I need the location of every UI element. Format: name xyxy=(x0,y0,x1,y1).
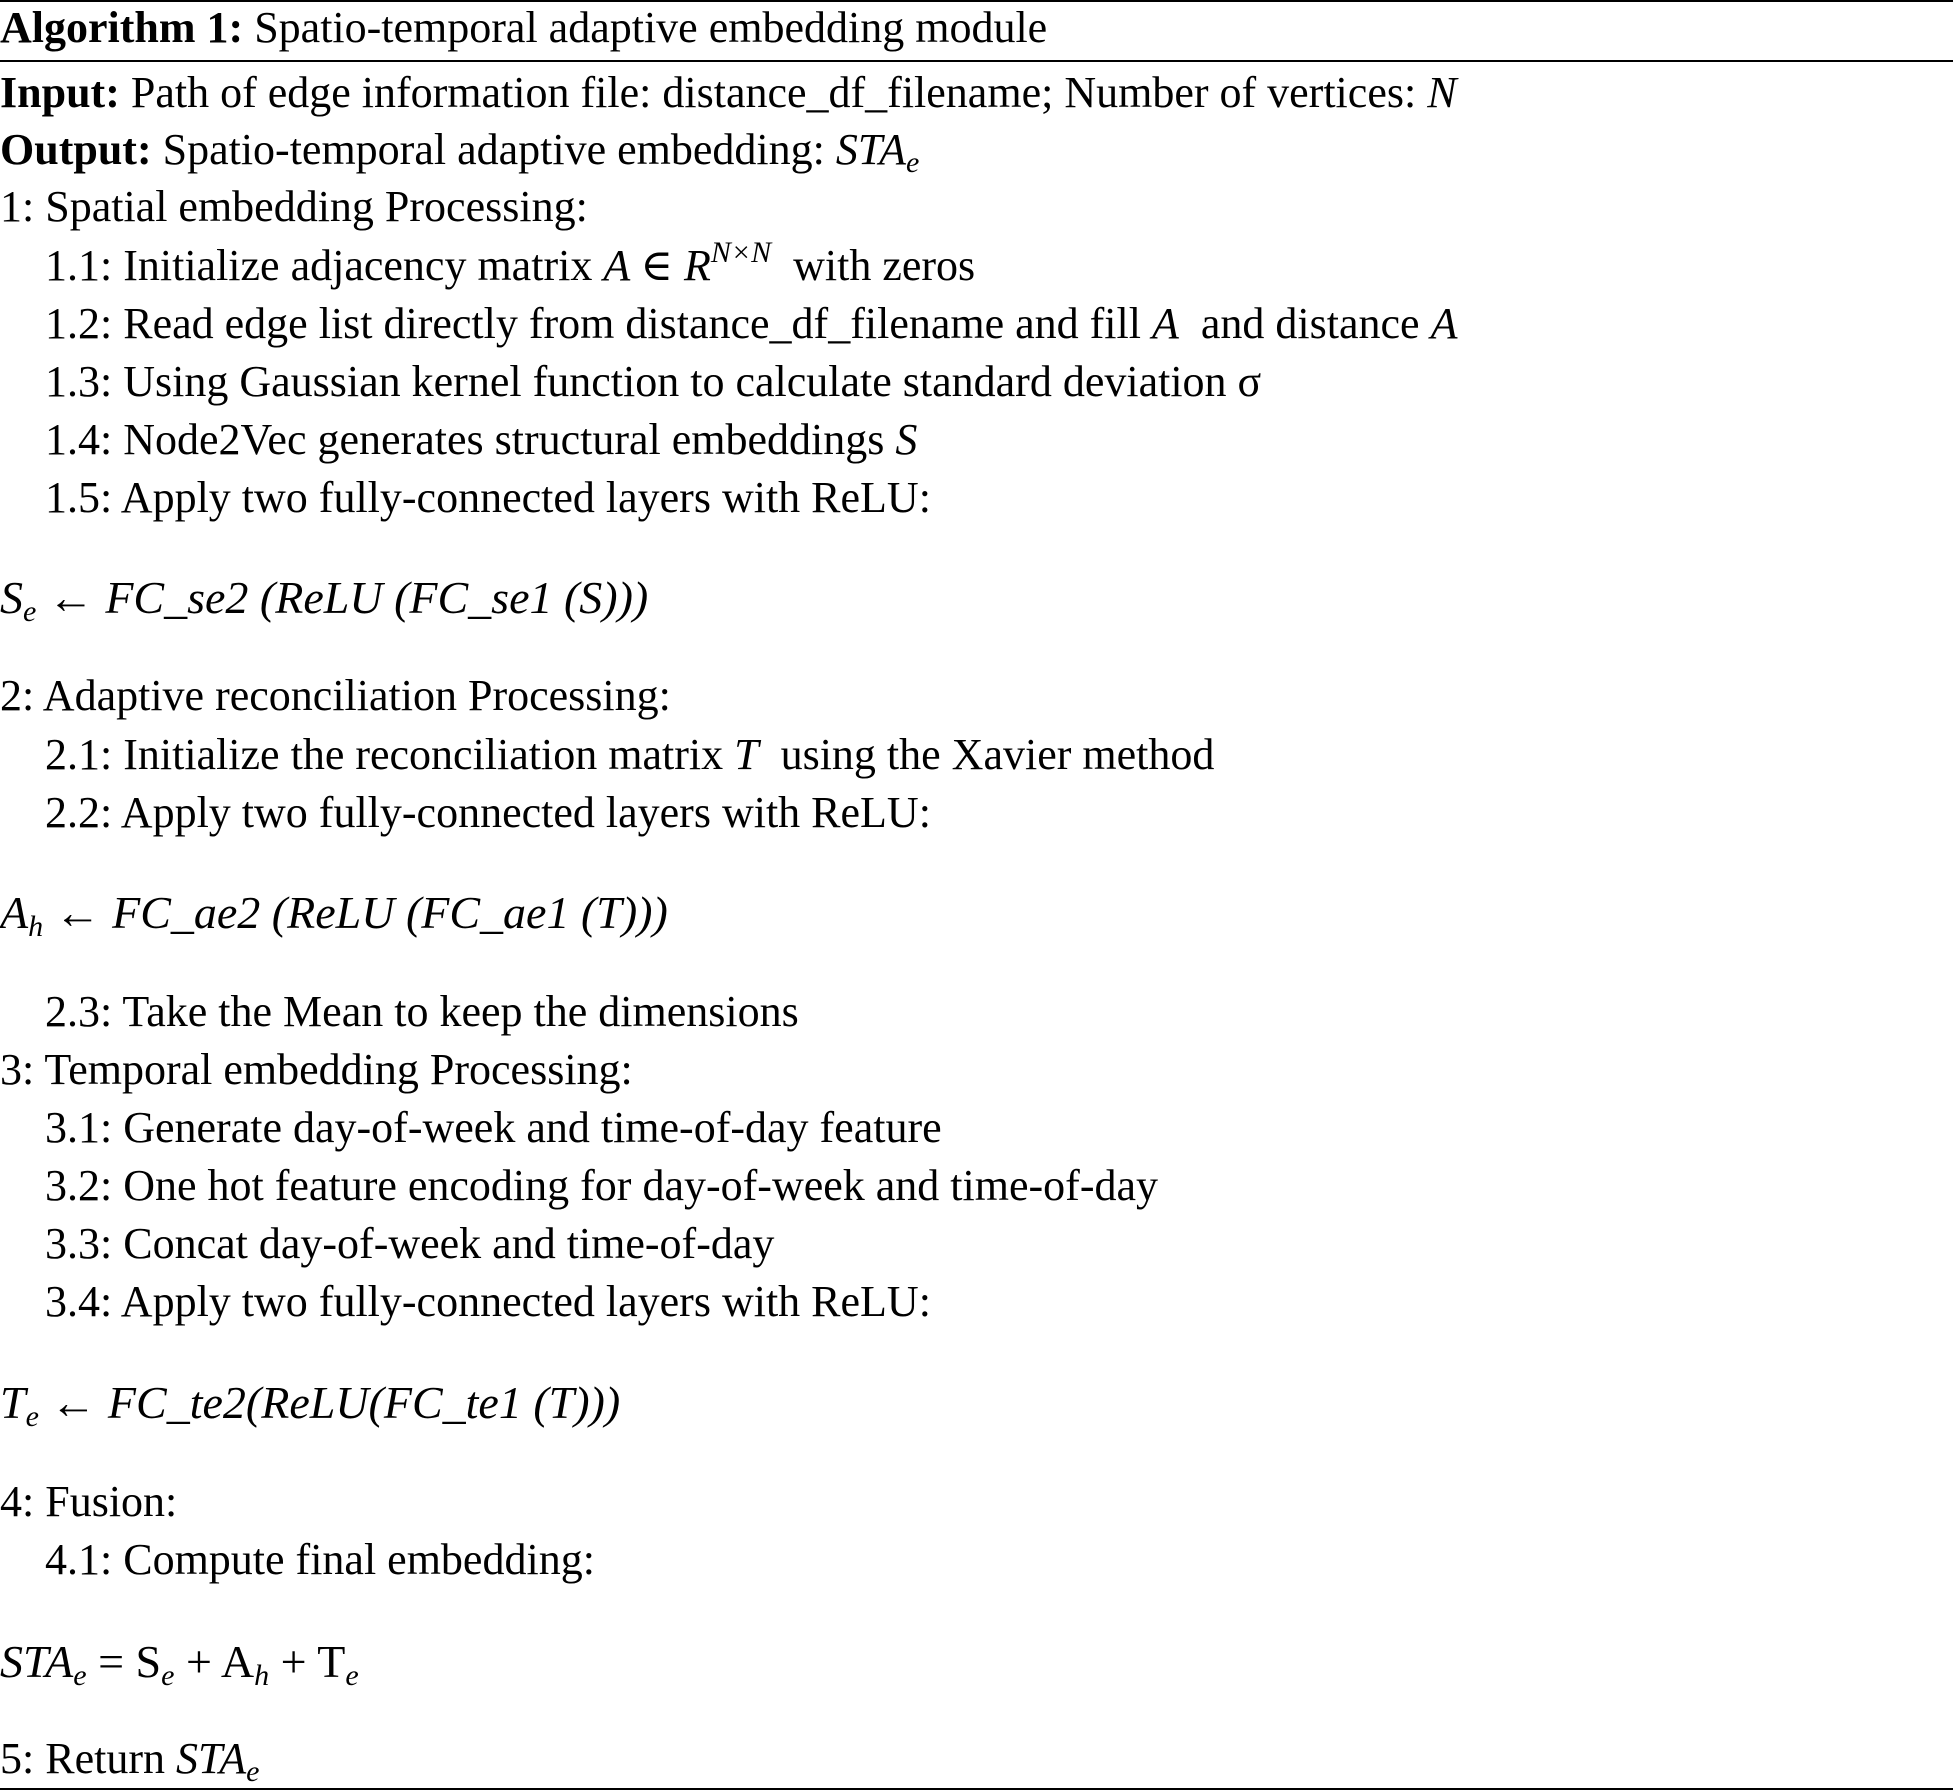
step-2-3: 2.3: Take the Mean to keep the dimensions xyxy=(45,987,799,1036)
algorithm-caption xyxy=(0,2,1047,54)
input-label: Input: xyxy=(0,68,120,117)
input-text: Path of edge information file: distance_df_filename; Number of vertices: xyxy=(130,68,1417,117)
output-text: Spatio-temporal adaptive embedding: xyxy=(162,125,825,174)
algorithm-label: Algorithm 1: xyxy=(0,3,244,52)
step-1-1: 1.1: Initialize adjacency matrix A ∈ $R^{N\times N}$ with zeros xyxy=(45,236,976,290)
step-1-2: 1.2: Read edge list directly from distance_df_filename and fill A and distance A xyxy=(45,299,1458,348)
step-2-1: 2.1: Initialize the reconciliation matrix T using the Xavier method xyxy=(45,730,1215,779)
output-label: Output: xyxy=(0,125,152,174)
step-2: 2: Adaptive reconciliation Processing: xyxy=(0,671,671,720)
step-1-4: 1.4: Node2Vec generates structural embeddings S xyxy=(45,415,918,464)
output-var: $STA_e$ xyxy=(835,125,920,179)
algorithm-title: Spatio-temporal adaptive embedding module xyxy=(254,3,1048,52)
step-4: 4: Fusion: xyxy=(0,1477,178,1526)
step-4-1: 4.1: Compute final embedding: xyxy=(45,1535,595,1584)
step-3-2: 3.2: One hot feature encoding for day-of-week and time-of-day xyxy=(45,1161,1158,1210)
bottom-rule xyxy=(0,1788,1953,1790)
caption-rule xyxy=(0,60,1953,62)
step-5: 5: Return $STA_e$ xyxy=(0,1734,260,1788)
equation-temporal: $T_e$ ← FC_te2(ReLU(FC_te1 (T))) xyxy=(0,1377,621,1433)
input-var: N xyxy=(1427,68,1457,117)
step-3-1: 3.1: Generate day-of-week and time-of-day feature xyxy=(45,1103,942,1152)
step-2-2: 2.2: Apply two fully-connected layers with ReLU: xyxy=(45,788,931,837)
output-line xyxy=(0,124,920,179)
equation-spatial: $S_e$ ← FC_se2 (ReLU (FC_se1 (S))) xyxy=(0,572,649,628)
step-3: 3: Temporal embedding Processing: xyxy=(0,1045,633,1094)
equation-fusion: $STA_e = S_e + A_h + T_e$ xyxy=(0,1636,359,1692)
step-3-3: 3.3: Concat day-of-week and time-of-day xyxy=(45,1219,775,1268)
step-1-5: 1.5: Apply two fully-connected layers with ReLU: xyxy=(45,473,931,522)
step-1-3: 1.3: Using Gaussian kernel function to calculate standard deviation σ xyxy=(45,357,1262,406)
input-line xyxy=(0,67,1457,119)
equation-adaptive: $A_h$ ← FC_ae2 (ReLU (FC_ae1 (T))) xyxy=(0,887,668,943)
step-1: 1: Spatial embedding Processing: xyxy=(0,182,588,231)
step-3-4: 3.4: Apply two fully-connected layers with ReLU: xyxy=(45,1277,931,1326)
